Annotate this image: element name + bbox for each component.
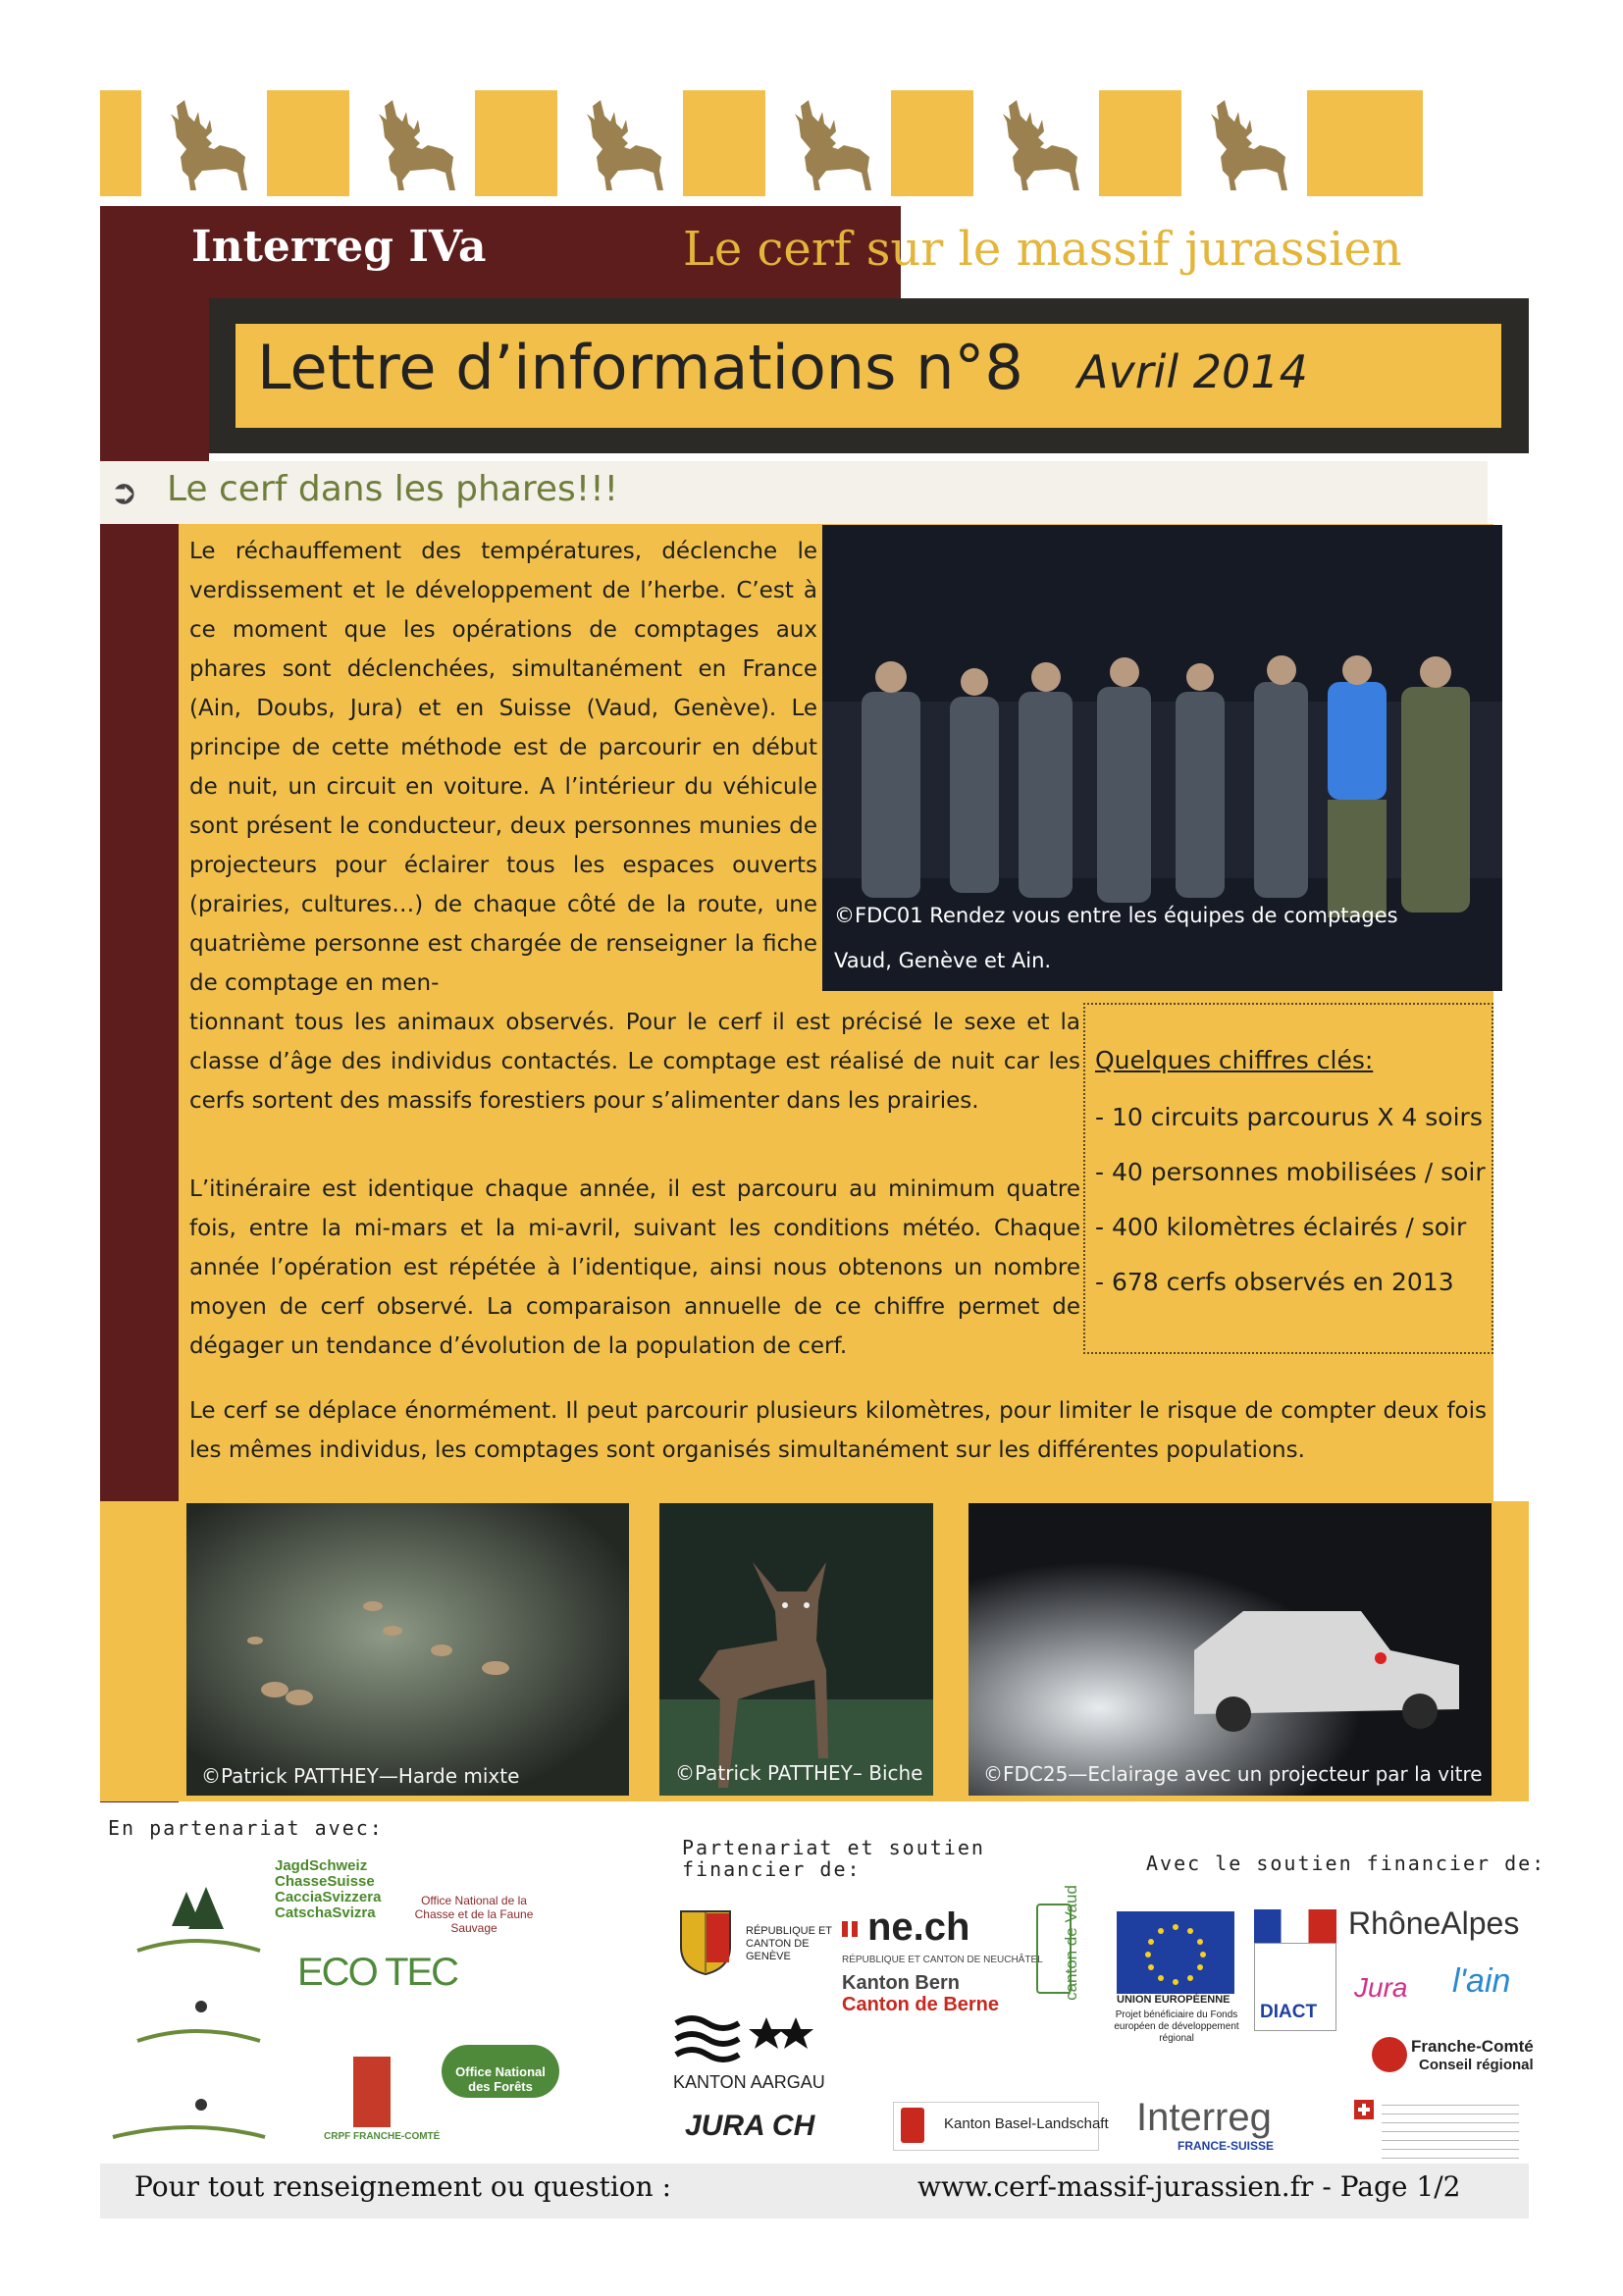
geneve-logo: RÉPUBLIQUE ET CANTON DE GENÈVE: [746, 1925, 832, 1962]
photo-car: [969, 1503, 1492, 1796]
ne-ch-logo: ne.ch: [867, 1905, 970, 1949]
deer-banner: [100, 90, 1529, 196]
neuchatel-subtitle: RÉPUBLIQUE ET CANTON DE NEUCHÂTEL: [842, 1955, 1043, 1965]
diact-logo: DIACT: [1260, 2002, 1318, 2022]
interreg-logo: Interreg: [1136, 2096, 1272, 2139]
article-paragraph-3: Le cerf se déplace énormément. Il peut parcourir plusieurs kilomètres, pour limiter le risque de compter deux fois les mêmes individus, les comptages sont organisés simultanément sur les différentes populations.: [189, 1398, 1487, 1463]
canton-vaud-label: canton de Vaud: [1061, 1885, 1080, 2001]
article-paragraph-1-continued: tionnant tous les animaux observés. Pour le cerf il est précisé le sexe et la classe d’âge des individus contactés. Le comptage est réalisé de nuit car les cerfs sortent des massifs forestiers pour s’alimenter dans les prairies.: [189, 1010, 1080, 1114]
banner-yellow-tile: [1307, 90, 1423, 196]
onf-logo-text: Office National des Forêts: [455, 2064, 546, 2094]
partners-heading-middle: Partenariat et soutien financier de:: [682, 1836, 985, 1881]
jura-conseil-general-logo: Jura: [1354, 1972, 1408, 2003]
conseil-regional-label: Conseil régional: [1419, 2057, 1534, 2073]
canton-de-berne-label: Canton de Berne: [842, 1994, 1000, 2015]
hunters-federation-jura-logo: [128, 1882, 265, 1970]
oncfs-logo: Office National de la Chasse et de la Faune Sauvage: [414, 1894, 534, 1935]
deer-icon: [765, 90, 891, 196]
deer-icon: [1181, 90, 1307, 196]
franche-comte-emblem-icon: [1372, 2037, 1407, 2072]
banner-yellow-tile: [683, 90, 765, 196]
republique-francaise-flag-icon: [1254, 1909, 1336, 1943]
geneve-coat-of-arms-icon: [677, 1907, 734, 1976]
ain-conseil-general-logo: l'ain: [1452, 1962, 1511, 2000]
kanton-bern-label: Kanton Bern: [842, 1972, 960, 1994]
kanton-aargau-logo: KANTON AARGAU: [673, 2072, 825, 2092]
newsletter-date: Avril 2014: [1077, 345, 1308, 398]
hunters-federation-doubs-logo: [128, 1992, 265, 2051]
key-figures-title: Quelques chiffres clés:: [1095, 1046, 1374, 1074]
partners-heading-left: En partenariat avec:: [108, 1816, 384, 1840]
photo-herd-caption: ©Patrick PATTHEY—Harde mixte: [201, 1764, 520, 1788]
footer-contact: Pour tout renseignement ou question :: [134, 2170, 672, 2203]
section-title: Le cerf dans les phares!!!: [167, 469, 619, 509]
federal-office-environment-logo: [1382, 2100, 1519, 2159]
footer-website-page[interactable]: www.cerf-massif-jurassien.fr - Page 1/2: [917, 2170, 1461, 2203]
deer-icon: [349, 90, 475, 196]
swiss-flag-icon: [1354, 2100, 1374, 2119]
key-figure-item: - 678 cerfs observés en 2013: [1095, 1268, 1454, 1296]
franche-comte-logo: Franche-Comté: [1411, 2037, 1534, 2056]
banner-yellow-tile: [267, 90, 349, 196]
ecotec-logo: ECO TEC: [297, 1951, 458, 1994]
photo-herd: [186, 1503, 629, 1796]
key-figure-item: - 10 circuits parcourus X 4 soirs: [1095, 1103, 1483, 1131]
partners-heading-right: Avec le soutien financier de:: [1146, 1852, 1546, 1875]
arrow-right-icon: ➲: [110, 473, 138, 512]
photo-car-caption: ©FDC25—Eclairage avec un projecteur par la vitre: [983, 1762, 1483, 1786]
hunters-federation-ain-logo: [103, 2090, 270, 2149]
deer-icon: [141, 90, 267, 196]
crpf-logo-mark: [353, 2057, 391, 2127]
header-band-left: [100, 324, 209, 461]
series-title: Le cerf sur le massif jurassien: [683, 222, 1402, 277]
deer-icon: [973, 90, 1099, 196]
eu-flag-icon: [1117, 1911, 1234, 1994]
key-figure-item: - 40 personnes mobilisées / soir: [1095, 1158, 1486, 1186]
rhone-alpes-logo: RhôneAlpes: [1348, 1905, 1520, 1941]
banner-yellow-tile: [100, 90, 141, 196]
newsletter-title: Lettre d’informations n°8: [257, 332, 1023, 403]
banner-yellow-tile: [1099, 90, 1181, 196]
basel-crozier-icon: [901, 2108, 924, 2143]
basel-landschaft-label: Kanton Basel-Landschaft: [944, 2115, 1109, 2132]
program-label: Interreg IVa: [191, 222, 487, 272]
group-photo-caption: ©FDC01 Rendez vous entre les équipes de comptages Vaud, Genève et Ain.: [834, 904, 1398, 972]
feder-label: Projet bénéficiaire du Fonds européen de développement régional: [1114, 2009, 1239, 2044]
deer-icon: [557, 90, 683, 196]
eu-label: UNION EUROPÉENNE: [1117, 1994, 1230, 2006]
article-paragraph-2: L’itinéraire est identique chaque année, il est parcouru au minimum quatre fois, entre la mi-mars et la mi-avril, suivant les conditions météo. Chaque année l’opération est répétée à l’identique, ainsi nous obtenons un nombre moyen de cerf observé. La comparaison annuelle de ce chiffre permet de dégager un tendance d’évolution de la population de cerf.: [189, 1176, 1080, 1359]
crpf-logo: CRPF FRANCHE-COMTÉ: [324, 2131, 441, 2142]
photo-hind-caption: ©Patrick PATTHEY– Biche: [675, 1761, 923, 1785]
article-paragraph-1: Le réchauffement des températures, déclenche le verdissement et le développement de l’herbe. C’est à ce moment que les opérations de comptages aux phares sont déclenchées, simultanément en France (Ain, Doubs, Jura) et en Suisse (Vaud, Genève). Le principe de cette méthode est de parcourir en début de nuit, un circuit en voiture. A l’intérieur du véhicule sont présent le conducteur, deux personnes munies de projecteurs pour éclairer tous les espaces ouverts (prairies, cultures…) de chaque côté de la route, une quatrième personne est chargée de renseigner la fiche de comptage en men-: [189, 539, 817, 996]
chasse-suisse-logo: JagdSchweiz ChasseSuisse CacciaSvizzera CatschaSvizra: [275, 1857, 382, 1921]
aargau-waves-icon: [672, 2011, 819, 2074]
banner-yellow-tile: [475, 90, 557, 196]
photo-hind: [659, 1503, 933, 1796]
interreg-france-suisse-label: FRANCE-SUISSE: [1178, 2139, 1275, 2153]
key-figure-item: - 400 kilomètres éclairés / soir: [1095, 1213, 1467, 1241]
jura-ch-logo: JURA CH: [685, 2110, 815, 2142]
banner-yellow-tile: [891, 90, 973, 196]
